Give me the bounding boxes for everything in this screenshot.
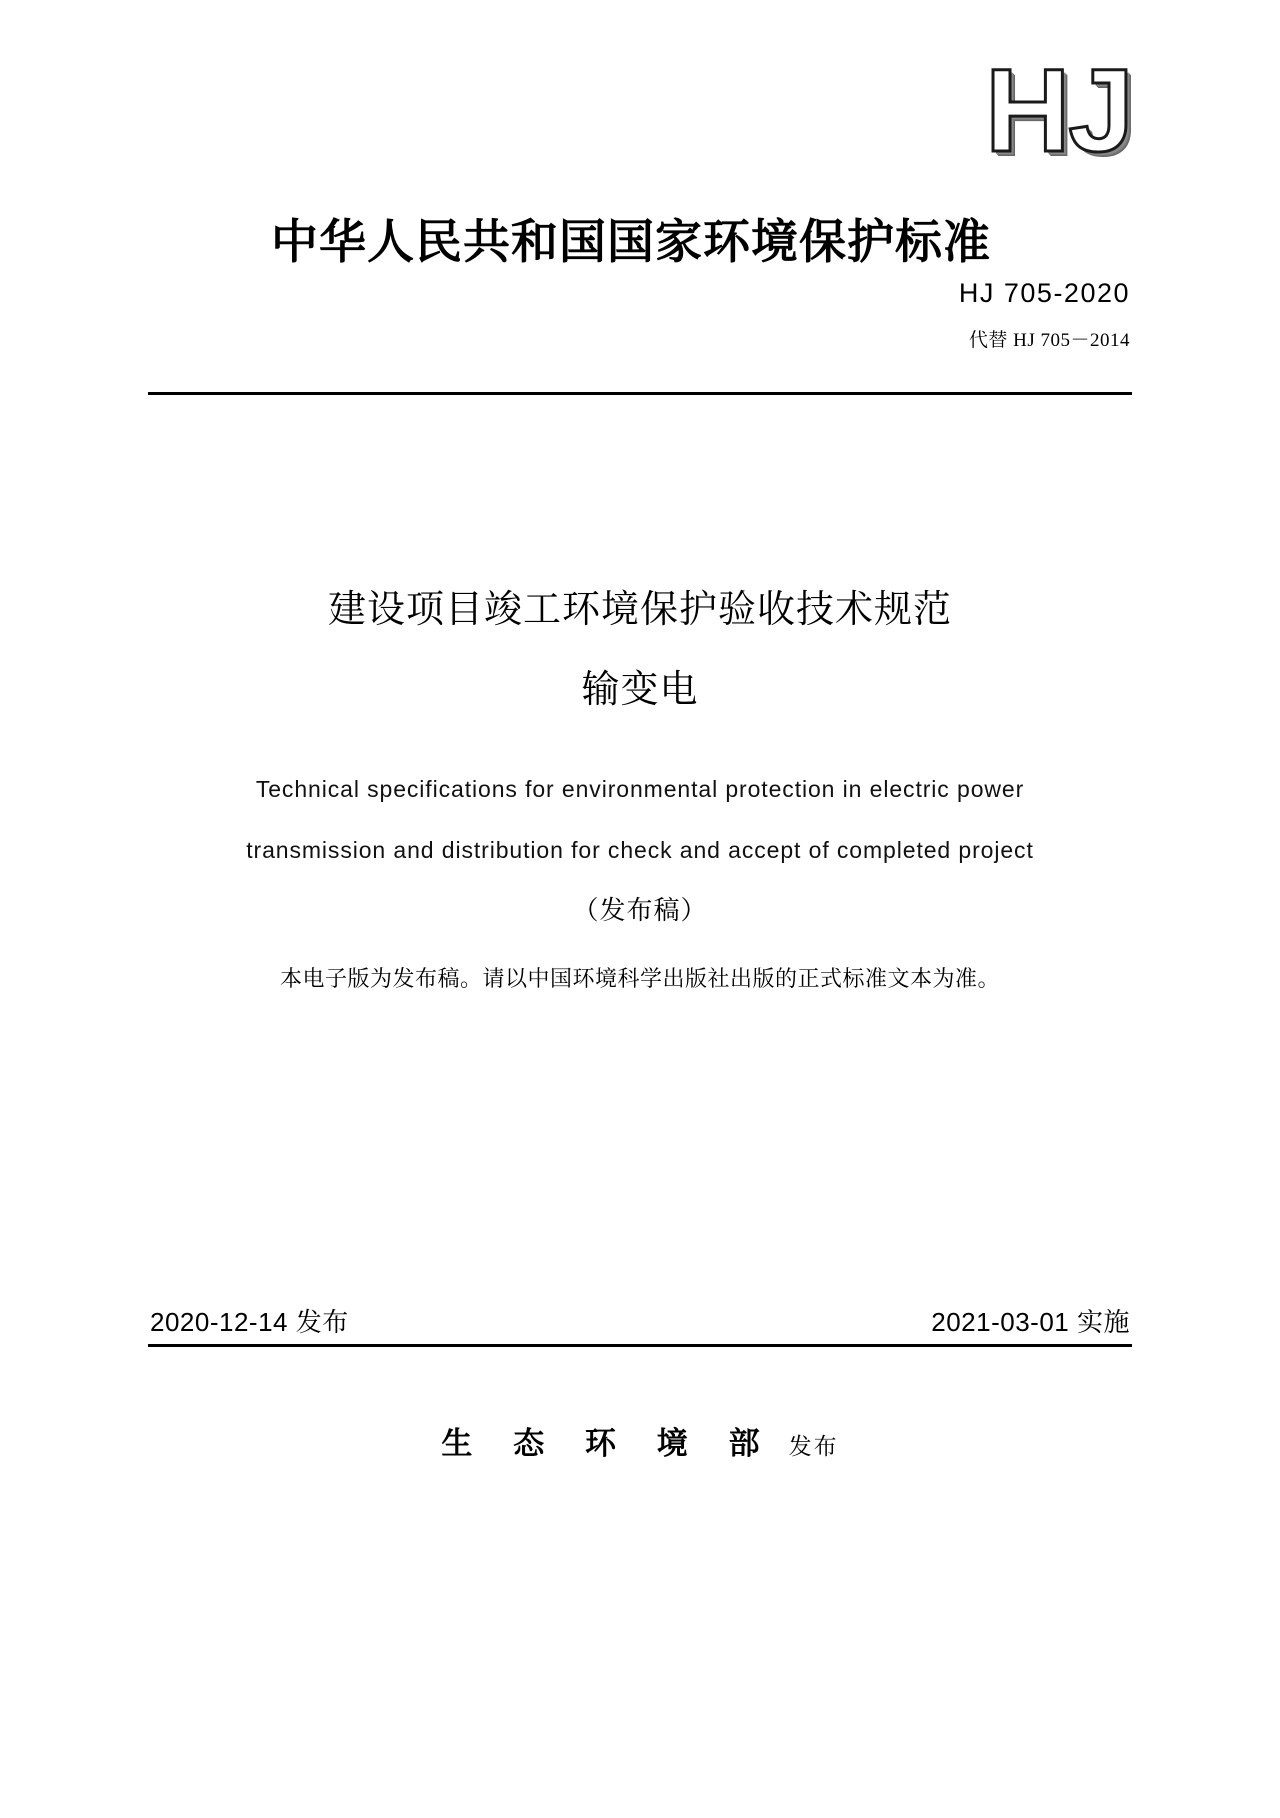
document-title-en [130, 778, 1150, 862]
issue-date: 2020-12-14 发布 [150, 1307, 349, 1337]
document-title-en-line2: transmission and distribution for check and accept of completed project [246, 837, 1034, 863]
hj-logo: HJ [985, 45, 1132, 177]
document-title-cn [120, 587, 1160, 711]
standard-series-title: 中华人民共和国国家环境保护标准 [271, 215, 991, 270]
document-title-cn-line1: 建设项目竣工环境保护验收技术规范 [327, 587, 952, 631]
header-divider [148, 392, 1132, 395]
standard-replaces: 代替 HJ 705－2014 [968, 330, 1130, 351]
standard-number: HJ 705-2020 [958, 278, 1130, 308]
publisher-organization: 生 态 环 境 部 [441, 1426, 775, 1462]
draft-label: （发布稿） [572, 896, 708, 926]
implementation-date: 2021-03-01 实施 [931, 1307, 1130, 1337]
publisher [0, 1418, 1280, 1463]
electronic-version-note: 本电子版为发布稿。请以中国环境科学出版社出版的正式标准文本为准。 [279, 966, 1000, 991]
document-title-en-line1: Technical specifications for environmental protection in electric power [255, 776, 1025, 802]
document-title-cn-line2: 输变电 [581, 667, 699, 711]
footer-divider [148, 1344, 1132, 1347]
publisher-verb: 发布 [788, 1434, 839, 1460]
